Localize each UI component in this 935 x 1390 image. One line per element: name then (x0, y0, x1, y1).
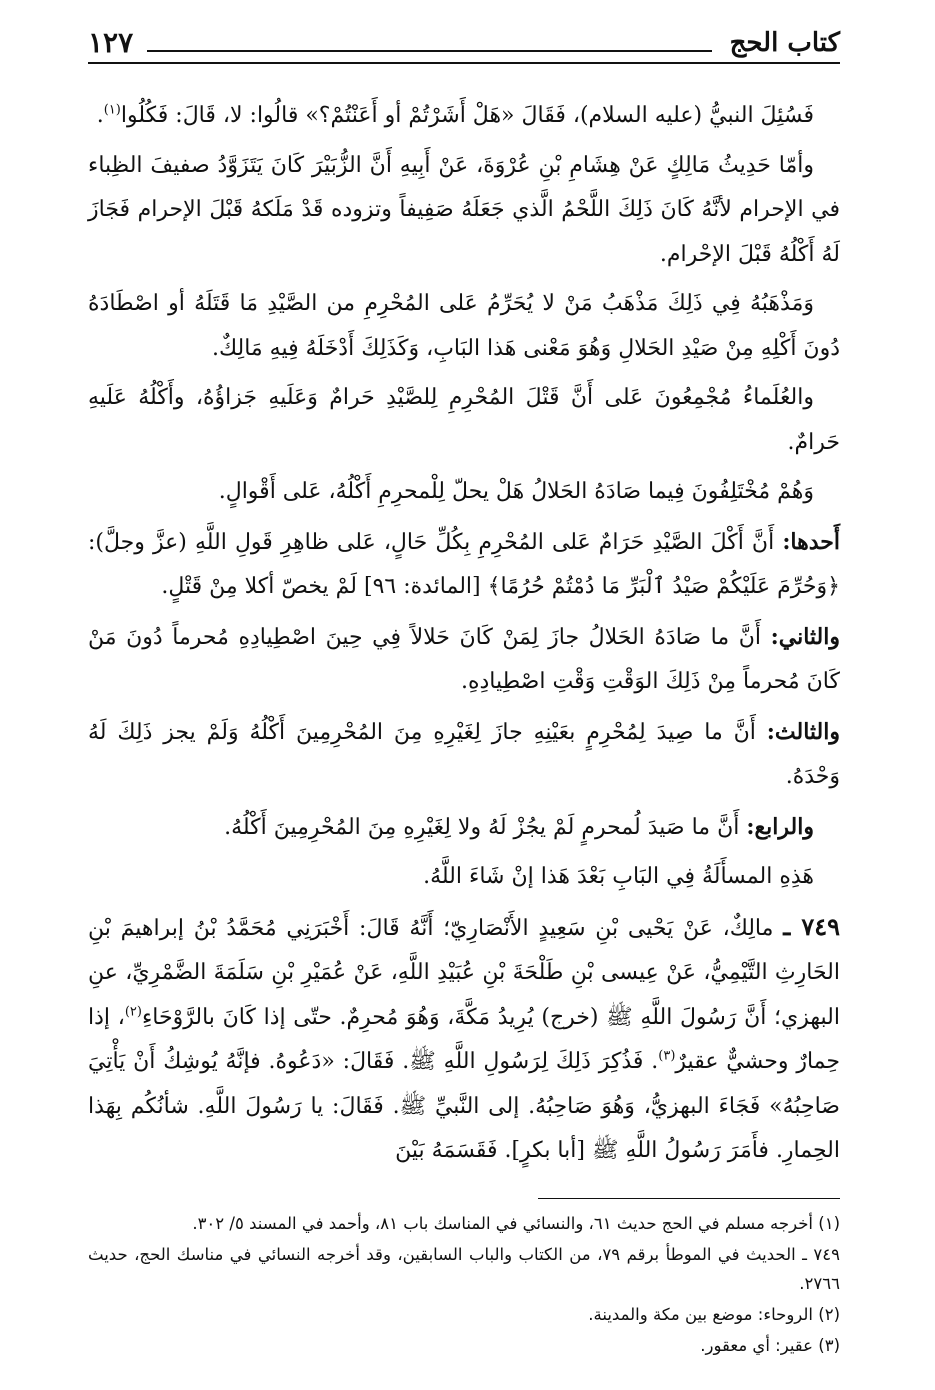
paragraph-text: وَهُمْ مُخْتَلِفُونَ فِيما صَادَهُ الحَلالُ هَلْ يحلّ لِلْمحرِمِ أَكْلُهُ، عَلى أَقْوالٍ. (218, 479, 814, 504)
footnote-divider (538, 1198, 840, 1199)
paragraph (88, 282, 840, 371)
paragraph (88, 376, 840, 465)
paragraph-text: أَنَّ ما صِيدَ لِمُحْرِمٍ بعَيْنِهِ جازَ لِغَيْرِهِ مِنَ المُحْرِمِينَ أَكْلُهُ وَلَمْ يجز ذَلِكَ لَهُ وَحْدَهُ. (88, 719, 840, 789)
paragraph-text: أَنَّ ما صَيدَ لُمحرمٍ لَمْ يجُزْ لَهُ ولا لِغَيْرِهِ مِنَ المُحْرِمِينَ أَكْلُهُ. (224, 814, 740, 840)
paragraph (88, 520, 840, 610)
paragraph-text: أَنَّ ما صَادَهُ الحَلالُ جازَ لِمَنْ كَانَ حَلالاً فِي حِينَ اصْطِيادِهِ مُحرماً دُونَ مَنْ كَانَ مُحرماً مِنْ ذَلِكَ الوَقْتِ وَقْتِ اصْطِيادِهِ. (88, 624, 840, 694)
footnote: (٢) الروحاء: موضع بين مكة والمدينة. (588, 1304, 840, 1324)
paragraph-text: فَسُئِلَ النبيُّ (عليه السلام)، فَقَالَ «هَلْ أَشَرْتُمْ أو أَعَنْتُمْ؟» قالُوا: لا، قَالَ: فَكُلُوا (120, 103, 814, 128)
footnote-ref[interactable]: (٢) (124, 1004, 142, 1020)
page-number: ١٢٧ (88, 26, 134, 59)
book-title: كتاب الحج (729, 28, 840, 58)
header-rule (88, 62, 840, 64)
paragraph-text: وأمّا حَدِيثُ مَالِكٍ عَنْ هِشَامِ بْنِ عُرْوَةَ، عَنْ أَبِيهِ أَنَّ الزُّبَيْرَ كَانَ يَتَزَوَّدُ صفيفَ الظِباء في الإحرام لأنَّهُ كَانَ ذَلِكَ اللَّحْمُ الَّذي جَعَلَهُ صَفِيفاً وتزوده قَدْ مَلَكهُ قَبْلَ الإحرام فَجَازَ لَهُ أَكْلُهُ قَبْلَ الإحْرام. (88, 152, 840, 267)
paragraph-text: . فَذُكِرَ ذَلِكَ لِرَسُولِ اللَّهِ ﷺ. فَقَالَ: «دَعُوهُ. فإنَّهُ يُوشِكُ أَنْ يَأْتِيَ صَاحِبُهُ» فَجَاءَ البهزيُّ، وَهُوَ صَاحِبُهُ. إلى النَّبيِّ ﷺ. فَقَالَ: يا رَسُولَ اللَّهِ. شأنُكُم بِهَذا الحِمارِ. فأَمَرَ رَسُولُ اللَّهِ ﷺ [أبا بكرٍ]. فَقَسَمَهُ بَيْنَ (88, 1049, 840, 1163)
paragraph (88, 470, 840, 515)
opinion-label: والرابع: (746, 813, 814, 840)
header-divider (147, 50, 711, 52)
footnotes (88, 1209, 840, 1360)
paragraph (88, 144, 840, 278)
footnote: ٧٤٩ ـ الحديث في الموطأ برقم ٧٩، من الكتاب والباب السابقين، وقد أخرجه النسائي في مناسك الحج، حديث ٢٧٦٦. (88, 1244, 840, 1293)
footnote: (٣) عقير: أي معقور. (700, 1335, 840, 1355)
paragraph-text: أَنَّ أَكْلَ الصَّيْدِ حَرَامٌ عَلى المُحْرِمِ بِكُلِّ حَالٍ، عَلى ظاهِرِ قَولِ اللَّهِ (عزَّ وجلَّ): ﴿وَحُرِّمَ عَلَيْكُمْ صَيْدُ ٱلْبَرِّ مَا دُمْتُمْ حُرُمًا﴾ [المائدة: ٩٦] لَمْ يخصّ أكلا مِنْ قَتْلٍ. (88, 529, 840, 599)
paragraph (88, 805, 840, 851)
hadith-paragraph (88, 905, 840, 1174)
page-header (88, 22, 840, 60)
opinion-label: أَحدها: (782, 528, 840, 555)
opinion-label: والثالث: (766, 718, 840, 745)
paragraph-text: . (96, 103, 104, 128)
paragraph (88, 710, 840, 800)
paragraph-text: والعُلَماءُ مُجْمِعُونَ عَلى أَنَّ قَتْلَ المُحْرِمِ لِلصَّيْدِ حَرامٌ وَعَلَيهِ جَزاؤُهُ، وأَكْلُهُ عَلَيهِ حَرامٌ. (88, 385, 840, 455)
paragraph (88, 855, 840, 900)
paragraph (88, 94, 840, 139)
paragraph (88, 615, 840, 705)
main-text (88, 94, 840, 1174)
hadith-number: ٧٤٩ ـ (783, 911, 840, 941)
footnote-ref[interactable]: (١) (103, 102, 121, 118)
paragraph-text: هَذِهِ المسأَلَةُ فِي البَابِ بَعْدَ هَذا إنْ شَاءَ اللَّهُ. (423, 864, 814, 889)
paragraph-text: مالِكٌ، عَنْ يَحْيى بْنِ سَعِيدٍ الأَنْصَارِيّ؛ أَنَّهُ قَالَ: أَخْبَرَنِي مُحَمَّدُ بْنُ إبراهيمَ بْنِ الحَارِثِ التَّيْمِيُّ، عَنْ عِيسى بْنِ طَلْحَةَ بْنِ عُبَيْدِ اللَّهِ، عَنْ عُمَيْرِ بْنِ سَلَمَةَ الضَّمْرِيِّ، عنِ البهزي؛ أَنَّ رَسُولَ اللَّهِ ﷺ (خرج) يُرِيدُ مَكَّةَ، وَهُوَ مُحرِمٌ. حتّى إذا كَانَ بالرَّوْحَاءِ (88, 915, 840, 1030)
opinion-label: والثاني: (770, 623, 840, 650)
paragraph-text: ، إذا حِمارٌ وحشيٌّ عقيرٌ (88, 1004, 840, 1074)
footnote: (١) أخرجه مسلم في الحج حديث ٦١، والنسائي في المناسك باب ٨١، وأحمد في المسند ٥/ ٣٠٢. (192, 1213, 840, 1233)
paragraph-text: وَمَذْهَبُهُ فِي ذَلِكَ مَذْهَبُ مَنْ لا يُحَرِّمُ عَلى المُحْرِمِ من الصَّيْدِ مَا قَتَلَهُ أو اصْطَادَهُ دُونَ أَكْلِهِ مِنْ صَيْدِ الحَلالِ وَهُوَ مَعْنى هَذا البَابِ، وَكَذَلِكَ أَدْخَلَهُ فِيهِ مَالِكٌ. (88, 291, 840, 361)
footnote-ref[interactable]: (٣) (658, 1048, 676, 1064)
